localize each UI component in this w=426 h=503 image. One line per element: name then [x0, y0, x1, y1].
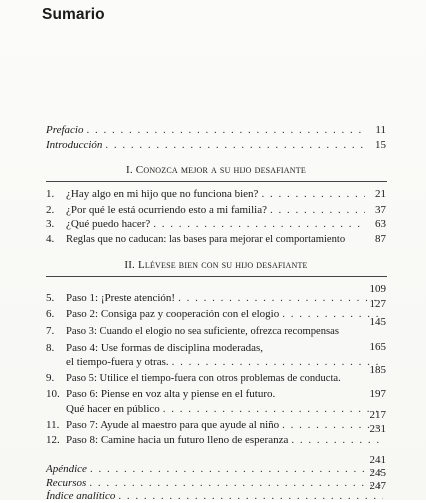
toc-entry-number: 11.	[46, 419, 60, 431]
toc-entry-chapter-8	[46, 342, 386, 355]
toc-entry-indice-analitico	[46, 490, 386, 503]
toc-entry-chapter-1	[46, 188, 386, 201]
toc-entry-page: 231	[369, 423, 386, 435]
toc-entry-label: ¿Por qué le está ocurriendo esto a mi familia?	[66, 204, 267, 216]
toc-entry-number: 3.	[46, 218, 55, 230]
toc-leader-dots	[163, 403, 383, 416]
toc-leader-dots	[86, 124, 365, 137]
toc-leader-dots	[282, 308, 383, 321]
toc-leader-dots	[282, 419, 383, 432]
part-heading-text: II. Llévese bien con su hijo desafiante	[124, 259, 308, 271]
toc-entry-number: 4.	[46, 233, 55, 245]
toc-entry-label: Paso 6: Piense en voz alta y piense en el futuro.	[66, 388, 276, 400]
toc-entry-label: Recursos	[46, 477, 87, 489]
toc-entry-page: 247	[369, 480, 386, 492]
toc-entry-page: 109	[369, 283, 386, 295]
toc-leader-dots	[118, 490, 383, 503]
toc-entry-page: 241	[369, 454, 386, 466]
toc-entry-apendice	[46, 463, 386, 476]
toc-entry-number: 8.	[46, 342, 55, 354]
toc-entry-label: Introducción	[46, 139, 103, 151]
toc-entry-label: Paso 4: Use formas de disciplina moderadas,	[66, 342, 264, 354]
toc-leader-dots	[153, 218, 365, 231]
toc-entry-page: 63	[375, 218, 386, 230]
toc-entry-page: 21	[375, 188, 386, 200]
toc-entry-page: 165	[369, 341, 386, 353]
toc-entry-recursos	[46, 477, 386, 490]
toc-entry-page: 37	[375, 204, 386, 216]
toc-entry-label: Paso 5: Utilice el tiempo-fuera con otros problemas de conducta.	[66, 373, 341, 384]
toc-entry-chapter-9	[46, 372, 386, 385]
toc-leader-dots	[89, 477, 383, 490]
toc-entry-page: 197	[369, 388, 386, 400]
part-heading-1	[46, 164, 386, 177]
toc-entry-page: 15	[375, 139, 386, 151]
toc-entry-number: 10.	[46, 388, 60, 400]
toc-entry-chapter-6	[46, 308, 386, 321]
toc-entry-page: 11	[375, 124, 386, 136]
toc-entry-number: 5.	[46, 292, 55, 304]
toc-entry-label: Prefacio	[46, 124, 84, 136]
toc-entry-label: Reglas que no caducan: las bases para mejorar el comportamiento	[66, 234, 346, 245]
toc-entry-page: 145	[369, 316, 386, 328]
toc-entry-label: Apéndice	[46, 463, 87, 475]
toc-entry-prefacio	[46, 124, 386, 137]
toc-entry-chapter-4	[46, 233, 386, 246]
toc-entry-label-continued: Qué hacer en público	[66, 403, 160, 415]
toc-entry-label: Paso 2: Consiga paz y cooperación con el elogio	[66, 308, 280, 320]
toc-entry-number: 6.	[46, 308, 55, 320]
toc-entry-chapter-11	[46, 419, 386, 432]
part-heading-text: I. Conozca mejor a su hijo desafiante	[126, 164, 306, 176]
section-rule	[46, 181, 387, 182]
toc-leader-dots	[270, 204, 365, 217]
toc-entry-label-continued: el tiempo-fuera y otras.	[66, 356, 169, 368]
toc-entry-chapter-10	[46, 388, 386, 401]
toc-entry-page: 127	[369, 298, 386, 310]
toc-entry-label: Paso 7: Ayude al maestro para que ayude al niño	[66, 419, 280, 431]
toc-entry-page: 245	[369, 467, 386, 479]
toc-leader-dots	[178, 292, 383, 305]
toc-entry-chapter-12	[46, 434, 386, 447]
toc-entry-page: 87	[375, 233, 386, 245]
toc-entry-label: ¿Hay algo en mi hijo que no funciona bien?	[66, 188, 259, 200]
toc-leader-dots	[261, 188, 365, 201]
toc-entry-number: 7.	[46, 325, 55, 337]
toc-entry-label: ¿Qué puedo hacer?	[66, 218, 151, 230]
section-rule	[46, 276, 387, 277]
toc-entry-chapter-5	[46, 292, 386, 305]
toc-entry-page: 185	[369, 364, 386, 376]
toc-entry-label: Paso 8: Camine hacia un futuro lleno de esperanza	[66, 434, 289, 446]
part-heading-2	[46, 259, 386, 272]
toc-entry-label: Índice analítico	[46, 490, 116, 502]
toc-entry-page: 217	[369, 409, 386, 421]
toc-entry-introduccion	[46, 139, 386, 152]
toc-entry-chapter-8-continued	[46, 356, 386, 369]
toc-entry-chapter-7	[46, 325, 386, 338]
page-title: Sumario	[42, 6, 105, 23]
toc-entry-chapter-3	[46, 218, 386, 231]
toc-leader-dots	[105, 139, 365, 152]
toc-entry-label: Paso 1: ¡Preste atención!	[66, 292, 176, 304]
toc-entry-number: 1.	[46, 188, 55, 200]
toc-entry-number: 12.	[46, 434, 60, 446]
toc-entry-chapter-10-continued	[46, 403, 386, 416]
toc-entry-label: Paso 3: Cuando el elogio no sea suficiente, ofrezca recompensas	[66, 326, 339, 337]
toc-entry-number: 2.	[46, 204, 55, 216]
toc-leader-dots	[90, 463, 383, 476]
toc-entry-chapter-2	[46, 204, 386, 217]
toc-leader-dots	[172, 356, 383, 369]
toc-entry-number: 9.	[46, 372, 55, 384]
